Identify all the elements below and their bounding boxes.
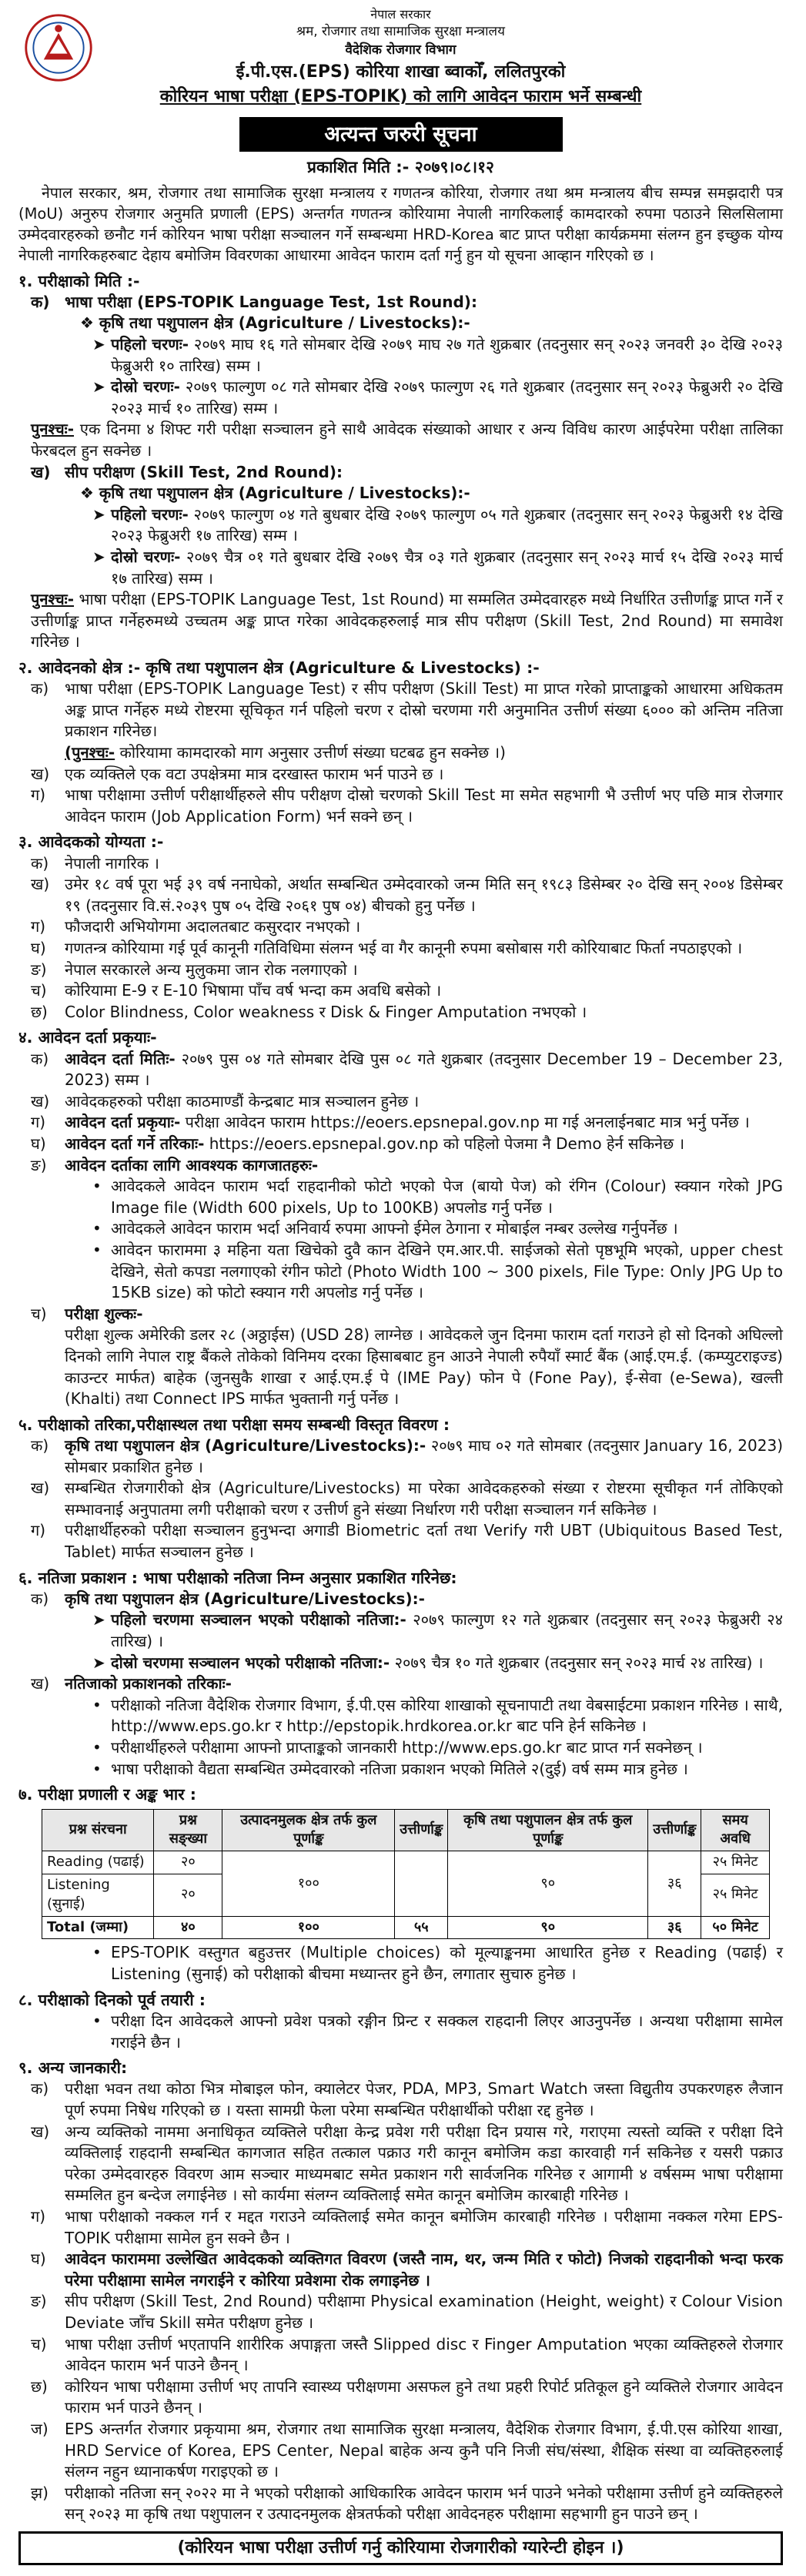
s6-result-1-text: २०७९ फाल्गुण १२ गते शुक्रबार (तदनुसार सन् २०२३ फेब्रुअरी २४ तारिख) ।: [111, 1610, 783, 1651]
table-header-cell: प्रश्न सङ्ख्या: [154, 1809, 222, 1851]
nepal-emblem-icon: [22, 11, 95, 85]
exam-system-table-wrap: [18, 1809, 783, 1940]
s4-kha-text: आवेदकहरुको परीक्षा काठमाण्डौं केन्द्रबाट मात्र सञ्चालन हुनेछ ।: [65, 1091, 420, 1110]
s4-ka-text: २०७९ पुस ०४ गते सोमबार देखि पुस ०८ गते शुक्रबार (तदनुसार December 19 – December 23, 2023) सम्म ।: [65, 1049, 783, 1090]
list-item-text: सीप परीक्षण (Skill Test, 2nd Round) परीक्षामा Physical examination (Height, weight) र Colour Vision Deviate जाँच Skill समेत परीक्षण हुनेछ ।: [65, 2292, 783, 2332]
s4-item-gha: [18, 1134, 783, 1155]
s6-method-text: परीक्षार्थीहरुले परीक्षामा आफ्नो प्राप्ताङ्कको जानकारी http://www.eps.go.kr बाट प्राप्त गर्न सक्नेछन् ।: [111, 1738, 703, 1757]
table-header-cell: समय अवधि: [701, 1809, 770, 1851]
s4-ga-head: आवेदन दर्ता प्रकृयाः-: [65, 1113, 181, 1132]
section-6-title: ६. नतिजा प्रकाशन : भाषा परीक्षाको नतिजा निम्न अनुसार प्रकाशित गरिनेछ:: [18, 1568, 457, 1587]
list-item: [18, 853, 783, 875]
table-cell: ९०: [448, 1851, 648, 1916]
notice-header: [18, 6, 783, 109]
arrow-icon: ➤: [92, 547, 105, 566]
s1-note-2-text: भाषा परीक्षा (EPS-TOPIK Language Test, 1st Round) मा सम्मलित उम्मेदवारहरु मध्ये निर्धारित उत्तीर्णाङ्क प्राप्त गर्ने र उत्तीर्णाङ्क प्राप्त गर्नेहरुमध्ये उच्चतम अङ्क प्राप्त गरेका आवेदकहरुलाई मात्र सीप परीक्षण (Skill Test, 2nd Round) मा समावेश गरिनेछ ।: [31, 590, 783, 652]
list-item-label: छ): [31, 2377, 48, 2396]
list-item-text: फौजदारी अभियोगमा अदालतबाट कसुरदार नभएको ।: [65, 917, 361, 936]
s2-ka-note-text: कोरियामा कामदारको माग अनुसार उत्तीर्ण संख्या घटबढ हुन सक्नेछ ।): [115, 742, 506, 762]
list-item: [18, 938, 783, 960]
s1-note-1-head: पुनश्चः-: [31, 420, 75, 439]
table-header-cell: उत्तीर्णाङ्क: [648, 1809, 701, 1851]
section-9-title: ९. अन्य जानकारी:: [18, 2058, 128, 2078]
s4-item-nga: [18, 1155, 783, 1177]
arrow-icon: ➤: [92, 377, 105, 397]
table-cell: २५ मिनेट: [701, 1851, 770, 1874]
header-line-government: नेपाल सरकार: [370, 7, 431, 22]
s2-kha-text: एक व्यक्तिले एक वटा उपक्षेत्रमा मात्र दरखास्त फाराम भर्न पाउने छ ।: [65, 764, 444, 783]
table-header-cell: कृषि तथा पशुपालन क्षेत्र तर्फ कुल पूर्णाङ्क: [448, 1809, 648, 1851]
s2-item-ga: [18, 785, 783, 827]
list-item-text: कोरियन भाषा परीक्षामा उत्तीर्ण भए तापनि स्वास्थ्य परीक्षणमा असफल हुने तथा प्रहरी रिपोर्ट प्रतिकूल हुने व्यक्तिले रोजगार आवेदन फाराम भर्न पाउने छैनन् ।: [65, 2377, 783, 2417]
bullet-icon: •: [92, 1738, 102, 1757]
list-item-label: ङ): [31, 2292, 47, 2311]
arrow-icon: ➤: [92, 1653, 105, 1672]
s1-sector-agriculture: ❖ कृषि तथा पशुपालन क्षेत्र (Agriculture / Livestocks):-: [80, 313, 470, 333]
list-item-text: परीक्षा भवन तथा कोठा भित्र मोबाइल फोन, क्यालेटर पेजर, PDA, MP3, Smart Watch जस्ता विद्युतीय उपकरणहरु लैजान पूर्ण रुपमा निषेध गरिएको छ । यस्ता सामग्री फेला परेमा सम्बन्धित परीक्षार्थीको परीक्षा रद्द हुनेछ ।: [65, 2079, 783, 2120]
s1-skill-phase-2-head: दोस्रो चरणः-: [111, 547, 181, 566]
table-cell: २०: [154, 1874, 222, 1917]
s4-item-kha: [18, 1091, 783, 1113]
s1-skill-phase-1-text: २०७९ फाल्गुण ०४ गते बुधबार देखि २०७९ फाल्गुण ०५ गते शुक्रबार (तदनुसार सन् २०२३ फेब्रुअरी १४ देखि २०२३ फेब्रुअरी १७ तारिख) सम्म ।: [111, 504, 783, 545]
table-cell: Reading (पढाई): [42, 1851, 154, 1874]
s5-item-ka: [18, 1435, 783, 1478]
s5-ka-head: कृषि तथा पशुपालन क्षेत्र (Agriculture/Livestocks):-: [65, 1436, 426, 1455]
s1-note-1: [18, 419, 783, 461]
s2-item-kha: [18, 764, 783, 786]
table-cell: १००: [222, 1916, 395, 1939]
s6-kha-text: नतिजाको प्रकाशनको तरिकाः-: [65, 1674, 232, 1693]
table-cell: ३६: [648, 1851, 701, 1916]
s1-item-b: [18, 462, 783, 484]
s1-a-label: क): [31, 292, 50, 311]
list-item: [18, 2483, 783, 2525]
list-item: [18, 916, 783, 938]
table-cell: २५ मिनेट: [701, 1874, 770, 1917]
list-item-label: ज): [31, 2419, 48, 2438]
s5-item-ga: [18, 1520, 783, 1563]
s6-method-item: [18, 1737, 783, 1759]
table-cell: ५० मिनेट: [701, 1916, 770, 1939]
list-item: [18, 960, 783, 981]
s5-item-kha: [18, 1478, 783, 1520]
s1-b-text: सीप परीक्षण (Skill Test, 2nd Round):: [65, 462, 343, 481]
s4-ka-head: आवेदन दर्ता मितिः-: [65, 1049, 176, 1068]
s7-note-text: EPS-TOPIK वस्तुगत बहुउत्तर (Multiple choices) को मूल्याङ्कनमा आधारित हुनेछ र Reading (पढाई) र Listening (सुनाई) को परीक्षाको बीचमा मध्यान्तर हुने छैन, लगातार सुचारु हुनेछ ।: [111, 1943, 783, 1984]
s2-ga-label: ग): [31, 786, 46, 805]
s4-doc-text: आवेदकले आवेदन फाराम भर्दा राहदानीको फोटो भएको पेज (बायो पेज) को रंगिन (Colour) स्क्यान गरेको JPG Image file (Width 600 pixels, Up to 100KB) अपलोड गर्नु पर्नेछ ।: [111, 1177, 783, 1217]
s4-gha-head: आवेदन दर्ता गर्ने तरिकाः-: [65, 1134, 205, 1154]
list-item-text: नेपाल सरकारले अन्य मुलुकमा जान रोक नलगाएको ।: [65, 960, 358, 979]
list-item: [18, 2079, 783, 2121]
list-item: [18, 2334, 783, 2377]
header-line-ministry: श्रम, रोजगार तथा सामाजिक सुरक्षा मन्त्रालय: [296, 24, 505, 40]
s1-phase-1: [18, 334, 783, 377]
table-cell: ४०: [154, 1916, 222, 1939]
table-cell: १००: [222, 1851, 395, 1916]
list-item: [18, 2122, 783, 2206]
table-cell: २०: [154, 1851, 222, 1874]
table-cell: Listening (सुनाई): [42, 1874, 154, 1917]
s6-method-text: भाषा परीक्षाको वैद्यता सम्बन्धित उम्मेदवारको नतिजा प्रकाशन भएको मितिले २(दुई) वर्ष सम्म मात्र हुनेछ ।: [111, 1759, 688, 1778]
s4-ga-label: ग): [31, 1113, 46, 1132]
s1-phase-2-head: दोस्रो चरणः-: [111, 377, 180, 397]
exam-system-table: [42, 1809, 770, 1940]
s1-note-2: [18, 589, 783, 653]
s4-ga-text: परीक्षा आवेदन फाराम https://eoers.epsnepal.gov.np मा गई अनलाईनबाट मात्र भर्नु पर्नेछ ।: [180, 1113, 750, 1132]
s4-cha-head: परीक्षा शुल्कः-: [65, 1304, 143, 1323]
table-cell: [395, 1851, 448, 1916]
list-item-label: ख): [31, 875, 50, 894]
s2-ka-label: क): [31, 679, 49, 698]
s1-sector-agriculture-2: ❖ कृषि तथा पशुपालन क्षेत्र (Agriculture / Livestocks):-: [80, 484, 470, 503]
s1-skill-phase-2: [18, 547, 783, 589]
s2-ka-text: भाषा परीक्षा (EPS-TOPIK Language Test) र सीप परीक्षण (Skill Test) मा प्राप्त गरेको प्राप्ताङ्कको आधारमा अधिकतम अङ्क प्राप्त गर्नेहरु मध्ये रोष्टरमा सूचिकृत गर्न पहिलो चरण र दोस्रो चरणमा गरी अनुमानित उत्तीर्ण संख्या ६००० को अन्तिम नतिजा प्रकाशन गरिनेछ।: [65, 679, 783, 741]
section-7-title: ७. परीक्षा प्रणाली र अङ्क भार :: [18, 1785, 196, 1804]
s2-item-ka: [18, 678, 783, 763]
list-item-label: ग): [31, 917, 46, 936]
table-cell: Total (जम्मा): [42, 1916, 154, 1939]
bullet-icon: •: [92, 1241, 102, 1260]
bullet-icon: •: [92, 1943, 102, 1962]
table-total-row: [42, 1916, 770, 1939]
s4-item-cha: [18, 1304, 783, 1410]
s1-phase-1-head: पहिलो चरणः-: [111, 335, 189, 354]
header-line-branch: ई.पी.एस.(EPS) कोरिया शाखा ब्वाकोँ, ललितपुरको: [236, 62, 566, 82]
list-item-label: घ): [31, 2249, 46, 2269]
table-row: [42, 1851, 770, 1874]
list-item-label: झ): [31, 2483, 48, 2502]
s5-ka-label: क): [31, 1436, 49, 1455]
s6-kha-label: ख): [31, 1674, 50, 1693]
s1-phase-2-text: २०७९ फाल्गुण ०८ गते सोमबार देखि २०७९ फाल्गुण २६ गते शुक्रबार (तदनुसार सन् २०२३ फेब्रुअरी २० देखि २०२३ मार्च १० तारिख) सम्म ।: [111, 377, 784, 417]
s6-ka-label: क): [31, 1589, 49, 1608]
arrow-icon: ➤: [92, 504, 105, 524]
s4-cha-text: परीक्षा शुल्क अमेरिकी डलर २८ (अठ्ठाईस) (USD 28) लाग्नेछ । आवेदकले जुन दिनमा फाराम दर्ता गराउने हो सो दिनको अघिल्लो दिनको लागि नेपाल राष्ट्र बैंकले तोकेको विनिमय दरका हिसाबबाट हुन आउने नेपाली रुपैयाँ स्मार्ट बैंक (आई.एम.ई. (कम्प्युटराइज्ड) काउन्टर मार्फत) बाहेक (जुनसुकै शाखा र आई.एम.ई पे (IME Pay) फोन पे (Fone Pay), ई-सेवा (e-Sewa), खल्ती (Khalti) तथा Connect IPS मार्फत भुक्तानी गर्नु पर्नेछ ।: [65, 1325, 783, 1409]
published-date: प्रकाशित मिति :- २०७९।०८।१२: [307, 157, 494, 176]
section-1-title: १. परीक्षाको मिति :-: [18, 271, 140, 290]
list-item-text: कोरियामा E-9 र E-10 भिषामा पाँच वर्ष भन्दा कम अवधि बसेको ।: [65, 981, 442, 1000]
list-item: [18, 2419, 783, 2483]
list-item-label: ख): [31, 2122, 50, 2141]
list-item-text: परीक्षाको नतिजा सन् २०२२ मा ने भएको परीक्षाको आधिकारिक आवेदन फाराम भर्न पाउने भनेको परीक्षामा उत्तीर्ण हुने व्यक्तिहरुले सन् २०२३ मा कृषि तथा पशुपालन र उत्पादनमुलक क्षेत्रतर्फको परीक्षा आवेदनहरु परीक्षामा सहभागी हुन पाउने छन् ।: [65, 2483, 783, 2524]
s5-kha-label: ख): [31, 1479, 50, 1498]
s6-result-2-head: दोस्रो चरणमा सञ्चालन भएको परीक्षाको नतिजा:-: [111, 1653, 390, 1672]
table-header-cell: उत्तीर्णाङ्क: [395, 1809, 448, 1851]
table-cell: ५५: [395, 1916, 448, 1939]
list-item-label: च): [31, 981, 47, 1000]
s6-result-1: [18, 1610, 783, 1652]
list-item-text: भाषा परीक्षाको नक्कल गर्न र मद्दत गराउने व्यक्तिलाई समेत कानून बमोजिम कारबाही गरिनेछ । परीक्षामा नक्कल गरेमा EPS-TOPIK परीक्षामा सामेल हुन सक्ने छैन ।: [65, 2206, 783, 2247]
list-item: [18, 2206, 783, 2249]
list-item-label: क): [31, 853, 49, 873]
list-item-text: नेपाली नागरिक ।: [65, 853, 159, 873]
bullet-icon: •: [92, 1695, 102, 1714]
s4-gha-text: https://eoers.epsnepal.gov.np को पहिलो पेजमा नै Demo हेर्न सकिनेछ ।: [204, 1134, 685, 1154]
list-item: [18, 980, 783, 1002]
bullet-icon: •: [92, 1759, 102, 1778]
s1-note-1-text: एक दिनमा ४ शिफ्ट गरी परीक्षा सञ्चालन हुने साथै आवेदक संख्याको आधार र अन्य विविध कारण आईपरेमा परीक्षा तालिका फेरबदल हुन सक्नेछ ।: [31, 420, 783, 460]
s1-note-2-head: पुनश्चः-: [31, 590, 75, 609]
s1-skill-phase-1: [18, 504, 783, 547]
list-item-text: उमेर १८ वर्ष पूरा भई ३९ वर्ष ननाघेको, अर्थात सम्बन्धित उम्मेदवारको जन्म मिति सन् १९८३ डिसेम्बर २० देखि सन् २००४ डिसेम्बर १९ (तदनुसार वि.सं.२०३९ पुष ०५ देखि २०६१ पुष ०४) बीचको हुनु पर्नेछ ।: [65, 875, 783, 915]
list-item: [18, 1002, 783, 1023]
list-item-text: अन्य व्यक्तिको नाममा अनाधिकृत व्यक्तिले परीक्षा केन्द्र प्रवेश गरी परीक्षा दिन प्रयास गरे, गराएमा त्यस्तो व्यक्ति र परीक्षा दिने व्यक्तिलाई राहदानी सम्बन्धित कागजात सहित तत्काल पक्राउ गरी कानून बमोजिम कडा कारवाही गर्न सकिनेछ र यसरी पक्राउ परेका उम्मेदवारहरु विवरण आम सञ्चार माध्यमबाट समेत प्रकाशन गरी सार्वजनिक गरिनेछ र आगामी ४ वर्षसम्म भाषा परीक्षामा सम्मलित हुन बन्देज लगाईनेछ । सो कार्यमा संलग्न व्यक्तिलाई समेत कानून बमोजिम कारबाही गरिनेछ ।: [65, 2122, 783, 2205]
list-item-text: EPS अन्तर्गत रोजगार प्रकृयामा श्रम, रोजगार तथा सामाजिक सुरक्षा मन्त्रालय, वैदेशिक रोजगार विभाग, ई.पी.एस कोरिया शाखा, HRD Service of Korea, EPS Center, Nepal बाहेक अन्य कुनै पनि निजी संघ/संस्था, शैक्षिक संस्था वा व्यक्तिहरुलाई संलग्न नहुन ध्यानाकर्षण गराइएको छ ।: [65, 2419, 783, 2481]
section-3-title: ३. आवेदकको योग्यता :-: [18, 832, 164, 852]
s4-gha-label: घ): [31, 1134, 46, 1154]
list-item-label: क): [31, 2079, 49, 2099]
bullet-icon: •: [92, 2011, 102, 2030]
s6-result-1-head: पहिलो चरणमा सञ्चालन भएको परीक्षाको नतिजा:-: [111, 1610, 406, 1630]
s1-b-label: ख): [31, 462, 51, 481]
s7-note: [18, 1942, 783, 1985]
s1-skill-phase-1-head: पहिलो चरणः-: [111, 504, 189, 524]
s5-ga-text: परीक्षार्थीहरुको परीक्षा सञ्चालन हुनुभन्दा अगाडी Biometric दर्ता तथा Verify गरी UBT (Ubiquitous Based Test, Tablet) मार्फत सञ्चालन हुनेछ ।: [65, 1521, 783, 1562]
header-line-subject: कोरियन भाषा परीक्षा (EPS-TOPIK) को लागि आवेदन फाराम भर्ने सम्बन्धी: [159, 87, 642, 107]
list-item: [18, 2249, 783, 2291]
s4-item-ga: [18, 1112, 783, 1134]
s1-skill-phase-2-text: २०७९ चैत्र ०१ गते बुधबार देखि २०७९ चैत्र ०३ गते शुक्रबार (तदनुसार सन् २०२३ मार्च १५ देखि २०२३ मार्च १७ तारिख) सम्म ।: [111, 547, 784, 588]
table-header-cell: उत्पादनमुलक क्षेत्र तर्फ कुल पूर्णाङ्क: [222, 1809, 395, 1851]
s1-phase-1-text: २०७९ माघ १६ गते सोमबार देखि २०७९ माघ २७ गते शुक्रबार (तदनुसार सन् २०२३ जनवरी ३० देखि २०२३ फेब्रुअरी १० तारिख) सम्म ।: [111, 335, 783, 375]
s1-a-text: भाषा परीक्षा (EPS-TOPIK Language Test, 1st Round):: [65, 292, 477, 311]
s4-nga-label: ङ): [31, 1155, 47, 1174]
intro-paragraph: नेपाल सरकार, श्रम, रोजगार तथा सामाजिक सुरक्षा मन्त्रालय र गणतन्त्र कोरिया, रोजगार तथा श्रम मन्त्रालय बीच सम्पन्न समझदारी पत्र (MoU) अनुरुप रोजगार अनुमति प्रणाली (EPS) अन्तर्गत गणतन्त्र कोरियामा नेपाली नागरिकलाई कामदारको रुपमा पठाउने सिलसिलामा उम्मेदवारहरुको छनौट गर्न कोरियन भाषा परीक्षा सञ्चालन गर्ने सम्बन्धमा HRD-Korea बाट प्राप्त परीक्षा कार्यक्रममा संलग्न हुन इच्छुक योग्य नेपाली नागरिकहरुबाट देहाय बमोजिम विवरणका आधारमा आवेदन फाराम दर्ता गर्नु हुन यो सूचना आव्हान गरिएको छ ।: [18, 183, 783, 264]
list-item-text: आवेदन फाराममा उल्लेखित आवेदकको व्यक्तिगत विवरण (जस्तै नाम, थर, जन्म मिति र फोटो) निजको राहदानीको भन्दा फरक परेमा परीक्षामा सामेल नगराईने र कोरिया प्रवेशमा रोक लगाइनेछ ।: [65, 2249, 783, 2290]
disclaimer-footer: (कोरियन भाषा परीक्षा उत्तीर्ण गर्नु कोरियामा रोजगारीको ग्यारेन्टी होइन ।): [18, 2531, 783, 2565]
list-item-label: ङ): [31, 960, 47, 979]
section-2-title: २. आवेदनको क्षेत्र :- कृषि तथा पशुपालन क्षेत्र (Agriculture & Livestocks) :-: [18, 658, 540, 677]
s4-doc-item: [18, 1240, 783, 1304]
table-header-row: [42, 1809, 770, 1851]
list-item-label: च): [31, 2334, 47, 2353]
s2-ka-note-head: (पुनश्चः-: [65, 742, 115, 762]
table-cell: ९०: [448, 1916, 648, 1939]
urgent-notice-banner: अत्यन्त जरुरी सूचना: [239, 117, 563, 152]
s2-ga-text: भाषा परीक्षामा उत्तीर्ण परीक्षार्थीहरुले सीप परीक्षण दोस्रो चरणको Skill Test मा समेत सहभागी भै उत्तीर्ण भए पछि मात्र रोजगार आवेदन फाराम (Job Application Form) भर्न सक्ने छन् ।: [65, 786, 783, 826]
list-item-text: भाषा परीक्षा उत्तीर्ण भएतापनि शारीरिक अपाङ्गता जस्तै Slipped disc र Finger Amputation भएका व्यक्तिहरुले रोजगार आवेदन फाराम भर्न पाउने छैनन् ।: [65, 2334, 783, 2375]
s6-result-2-text: २०७९ चैत्र १० गते शुक्रबार (तदनुसार सन् २०२३ मार्च २४ तारिख) ।: [390, 1653, 764, 1672]
list-item-text: गणतन्त्र कोरियामा गई पूर्व कानूनी गतिविधिमा संलग्न भई वा गैर कानूनी रुपमा बसोबास गरी कोरियाबाट फिर्ता नपठाइएको ।: [65, 939, 743, 958]
list-item-label: घ): [31, 939, 46, 958]
s5-ga-label: ग): [31, 1521, 46, 1540]
s6-item-kha: [18, 1673, 783, 1695]
arrow-icon: ➤: [92, 1610, 105, 1630]
list-item-label: छ): [31, 1002, 48, 1021]
s4-ka-label: क): [31, 1049, 49, 1068]
s1-phase-2: [18, 377, 783, 419]
table-header-cell: प्रश्न संरचना: [42, 1809, 154, 1851]
s5-ka-text: २०७९ माघ ०२ गते सोमबार (तदनुसार January 16, 2023) सोमबार प्रकाशित हुनेछ ।: [65, 1436, 783, 1476]
section-5-title: ५. परीक्षाको तरिका,परीक्षास्थल तथा परीक्षा समय सम्बन्धी विस्तृत विवरण :: [18, 1415, 450, 1434]
s4-cha-label: च): [31, 1304, 47, 1323]
s6-method-text: परीक्षाको नतिजा वैदेशिक रोजगार विभाग, ई.पी.एस कोरिया शाखाको सूचनापाटी तथा वेबसाईटमा प्रकाशन गरिनेछ । साथै, http://www.eps.go.kr र http://epstopik.hrdkorea.or.kr बाट पनि हेर्न सकिनेछ ।: [111, 1695, 783, 1736]
s8-item-text: परीक्षा दिन आवेदकले आफ्नो प्रवेश पत्रको रङ्गीन प्रिन्ट र सक्कल राहदानी लिएर आउनुपर्नेछ । अन्यथा परीक्षामा सामेल गराईने छैन ।: [111, 2011, 783, 2052]
s4-kha-label: ख): [31, 1091, 50, 1110]
s4-nga-head: आवेदन दर्ताका लागि आवश्यक कागजातहरुः-: [65, 1155, 319, 1174]
list-item: [18, 2291, 783, 2333]
s4-doc-item: [18, 1218, 783, 1240]
list-item-label: ग): [31, 2206, 46, 2226]
s6-item-ka: [18, 1589, 783, 1610]
s4-doc-text: आवेदन फाराममा ३ महिना यता खिचेको दुवै कान देखिने एम.आर.पी. साईजको सेतो पृष्ठभूमि भएको, upper chest देखिने, सेतो कपडा नलगाएको रंगीन फोटो (Photo Width 100 ~ 300 pixels, File Type: Only JPG Up to 15KB size) को फोटो स्क्यान गरी अपलोड गर्नु पर्नेछ ।: [111, 1241, 783, 1302]
table-cell: ३६: [648, 1916, 701, 1939]
s8-item: [18, 2011, 783, 2053]
s4-item-ka: [18, 1049, 783, 1091]
bullet-icon: •: [92, 1219, 102, 1238]
list-item: [18, 2377, 783, 2419]
s4-doc-item: [18, 1176, 783, 1218]
s6-ka-text: कृषि तथा पशुपालन क्षेत्र (Agriculture/Livestocks):-: [65, 1589, 425, 1608]
s1-item-a: [18, 292, 783, 313]
list-item-text: Color Blindness, Color weakness र Disk & Finger Amputation नभएको ।: [65, 1002, 587, 1021]
arrow-icon: ➤: [92, 335, 105, 354]
list-item: [18, 874, 783, 916]
section-4-title: ४. आवेदन दर्ता प्रकृयाः-: [18, 1028, 157, 1047]
header-line-department: वैदेशिक रोजगार विभाग: [345, 42, 457, 58]
section-8-title: ८. परीक्षाको दिनको पूर्व तयारी :: [18, 1990, 206, 2009]
s6-result-2: [18, 1653, 783, 1674]
s5-kha-text: सम्बन्धित रोजगारीको क्षेत्र (Agriculture/Livestocks) मा परेका आवेदकहरुको संख्या र रोष्टरमा सूचीकृत गर्न तोकिएको सम्भावनाई अनुपातमा लगी परीक्षाको चरण र उत्तीर्ण हुने संख्या निर्धारण गरी परीक्षा सञ्चालन गर्न सकिनेछ ।: [65, 1479, 783, 1519]
bullet-icon: •: [92, 1177, 102, 1196]
s2-kha-label: ख): [31, 764, 50, 783]
s4-doc-text: आवेदकले आवेदन फाराम भर्दा अनिवार्य रुपमा आफ्नो ईमेल ठेगाना र मोबाईल नम्बर उल्लेख गर्नुपर्नेछ ।: [111, 1219, 678, 1238]
s6-method-item: [18, 1759, 783, 1780]
s6-method-item: [18, 1695, 783, 1737]
